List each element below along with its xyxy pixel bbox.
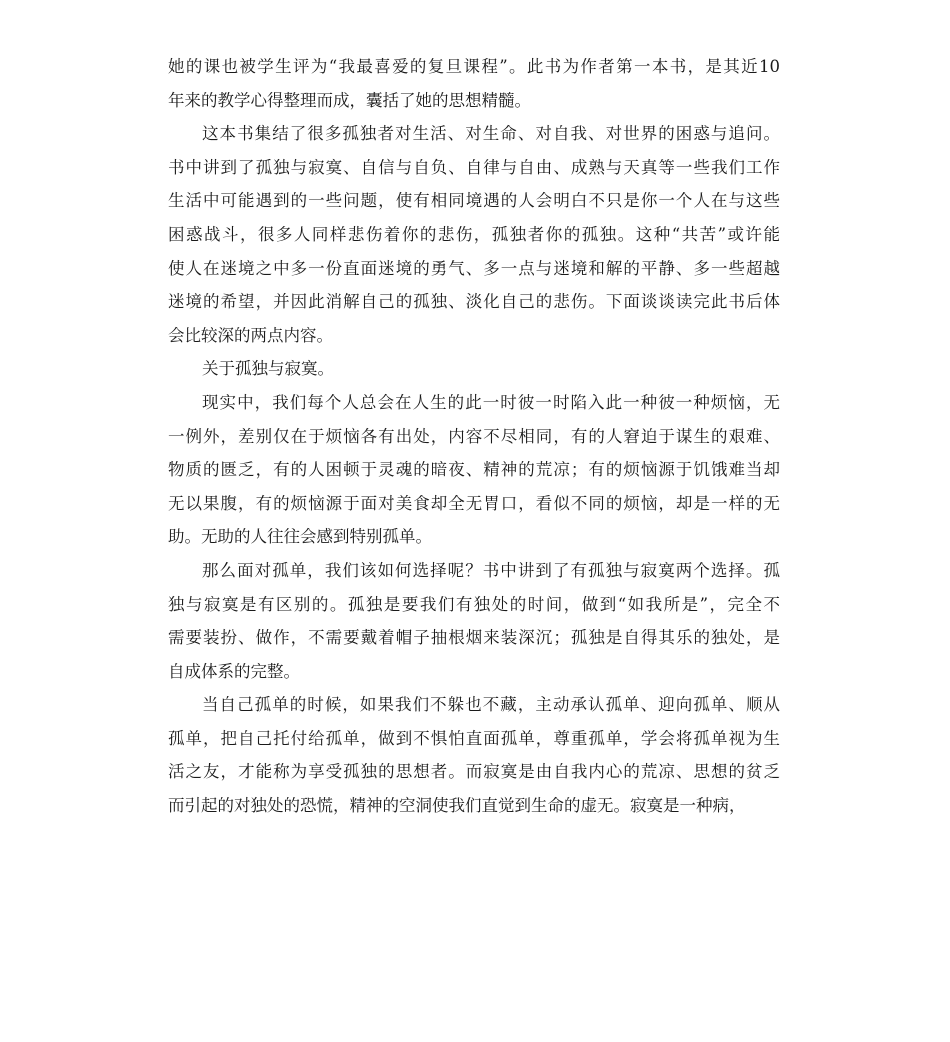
section-heading: 关于孤独与寂寞。 — [202, 359, 334, 379]
text-line: 那么面对孤单，我们该如何选择呢？书中讲到了有孤独与寂寞两个选择。孤 — [202, 560, 780, 580]
text-line: 困惑战斗，很多人同样悲伤着你的悲伤，孤独者你的孤独。这种“共苦”或许能 — [168, 224, 780, 244]
paragraph-2 — [168, 117, 780, 352]
paragraph-3 — [168, 352, 780, 386]
text-line: 需要装扮、做作，不需要戴着帽子抽根烟来装深沉；孤独是自得其乐的独处，是 — [168, 628, 780, 648]
text-line: 她的课也被学生评为“我最喜爱的复旦课程”。此书为作者第一本书，是其近10 — [168, 57, 780, 76]
text-line: 生活中可能遇到的一些问题，使有相同境遇的人会明白不只是你一个人在与这些 — [168, 191, 780, 211]
text-line: 年来的教学心得整理而成，囊括了她的思想精髓。 — [168, 90, 531, 110]
document-body — [168, 50, 780, 823]
text-line: 一例外，差别仅在于烦恼各有出处，内容不尽相同，有的人窘迫于谋生的艰难、 — [168, 426, 780, 446]
text-line: 会比较深的两点内容。 — [168, 325, 333, 345]
text-line: 物质的匮乏，有的人困顿于灵魂的暗夜、精神的荒凉；有的烦恼源于饥饿难当却 — [168, 460, 780, 480]
text-line: 孤单，把自己托付给孤单，做到不惧怕直面孤单，尊重孤单，学会将孤单视为生 — [168, 728, 780, 748]
text-line: 而引起的对独处的恐慌，精神的空洞使我们直觉到生命的虚无。寂寞是一种病， — [168, 796, 746, 816]
paragraph-1 — [168, 50, 780, 117]
text-line: 自成体系的完整。 — [168, 661, 300, 681]
text-line: 使人在迷境之中多一份直面迷境的勇气、多一点与迷境和解的平静、多一些超越 — [168, 258, 780, 278]
text-line: 现实中，我们每个人总会在人生的此一时彼一时陷入此一种彼一种烦恼，无 — [202, 392, 780, 412]
paragraph-6 — [168, 688, 780, 822]
text-line: 助。无助的人往往会感到特别孤单。 — [168, 527, 432, 547]
paragraph-5 — [168, 554, 780, 688]
text-line: 无以果腹，有的烦恼源于面对美食却全无胃口，看似不同的烦恼，却是一样的无 — [168, 493, 780, 513]
text-line: 这本书集结了很多孤独者对生活、对生命、对自我、对世界的困惑与追问。 — [202, 124, 780, 144]
text-line: 独与寂寞是有区别的。孤独是要我们有独处的时间，做到“如我所是”，完全不 — [168, 594, 780, 614]
paragraph-4 — [168, 386, 780, 554]
text-line: 当自己孤单的时候，如果我们不躲也不藏，主动承认孤单、迎向孤单、顺从 — [202, 695, 780, 715]
text-line: 书中讲到了孤独与寂寞、自信与自负、自律与自由、成熟与天真等一些我们工作 — [168, 157, 780, 177]
text-line: 迷境的希望，并因此消解自己的孤独、淡化自己的悲伤。下面谈谈读完此书后体 — [168, 292, 780, 312]
text-line: 活之友，才能称为享受孤独的思想者。而寂寞是由自我内心的荒凉、思想的贫乏 — [168, 762, 780, 782]
